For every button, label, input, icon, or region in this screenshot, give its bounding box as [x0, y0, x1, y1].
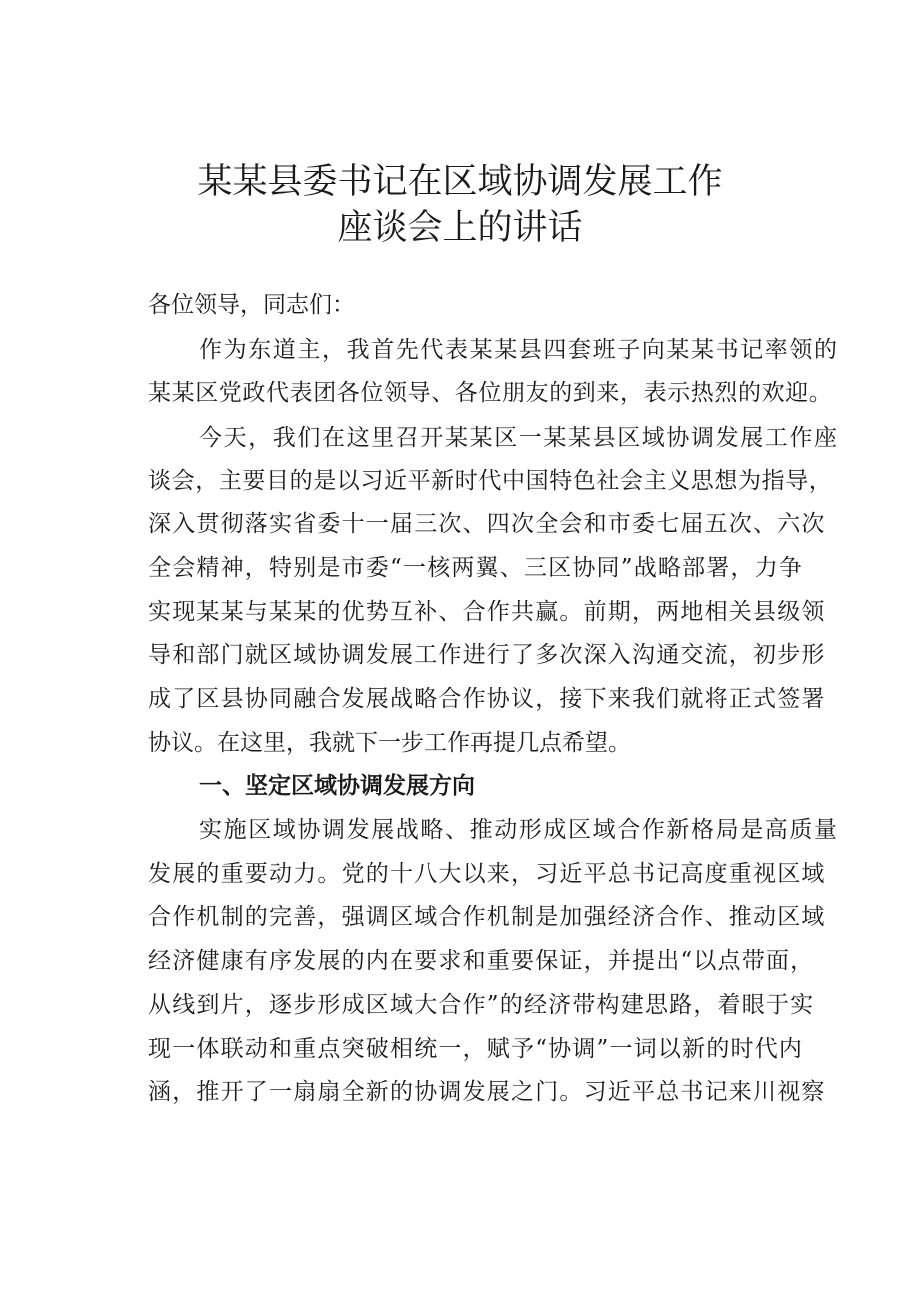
document-title-line-2: 座谈会上的讲话 — [337, 208, 583, 248]
paragraph-2-line-8: 协议。在这里，我就下一步工作再提几点希望。 — [148, 730, 631, 756]
paragraph-2-line-3: 深入贯彻落实省委十一届三次、四次全会和市委七届五次、六次 — [148, 511, 826, 537]
paragraph-1-line-1: 作为东道主，我首先代表某某县四套班子向某某书记率领的 — [199, 337, 839, 363]
section-paragraph-line-5: 从线到片，逐步形成区域大合作”的经济带构建思路，着眼于实 — [148, 992, 815, 1018]
paragraph-2-line-7: 成了区县协同融合发展战略合作协议，接下来我们就将正式签署 — [148, 686, 826, 712]
section-paragraph-line-6: 现一体联动和重点突破相统一，赋予“协调”一词以新的时代内 — [148, 1036, 804, 1062]
paragraph-2-line-4: 全会精神，特别是市委“一核两翼、三区协同”战略部署，力争 — [148, 555, 804, 581]
paragraph-2-line-1: 今天，我们在这里召开某某区一某某县区域协调发展工作座 — [199, 425, 839, 451]
section-paragraph-line-3: 合作机制的完善，强调区域合作机制是加强经济合作、推动区域 — [148, 904, 826, 930]
salutation: 各位领导，同志们： — [148, 292, 355, 318]
section-paragraph-line-1: 实施区域协调发展战略、推动形成区域合作新格局是高质量 — [199, 817, 839, 843]
paragraph-2-line-6: 导和部门就区域协调发展工作进行了多次深入沟通交流，初步形 — [148, 642, 826, 668]
section-paragraph-line-4: 经济健康有序发展的内在要求和重要保证，并提出“以点带面， — [148, 948, 815, 974]
section-paragraph-line-7: 涵，推开了一扇扇全新的协调发展之门。习近平总书记来川视察 — [148, 1079, 826, 1105]
document-title-line-1: 某某县委书记在区域协调发展工作 — [197, 162, 723, 202]
paragraph-1-line-2: 某某区党政代表团各位领导、各位朋友的到来，表示热烈的欢迎。 — [148, 380, 833, 406]
section-heading: 一、坚定区域协调发展方向 — [199, 773, 475, 799]
section-paragraph-line-2: 发展的重要动力。党的十八大以来，习近平总书记高度重视区域 — [148, 861, 826, 887]
paragraph-2-line-2: 谈会，主要目的是以习近平新时代中国特色社会主义思想为指导， — [148, 468, 833, 494]
paragraph-2-line-5: 实现某某与某某的优势互补、合作共赢。前期，两地相关县级领 — [148, 599, 826, 625]
